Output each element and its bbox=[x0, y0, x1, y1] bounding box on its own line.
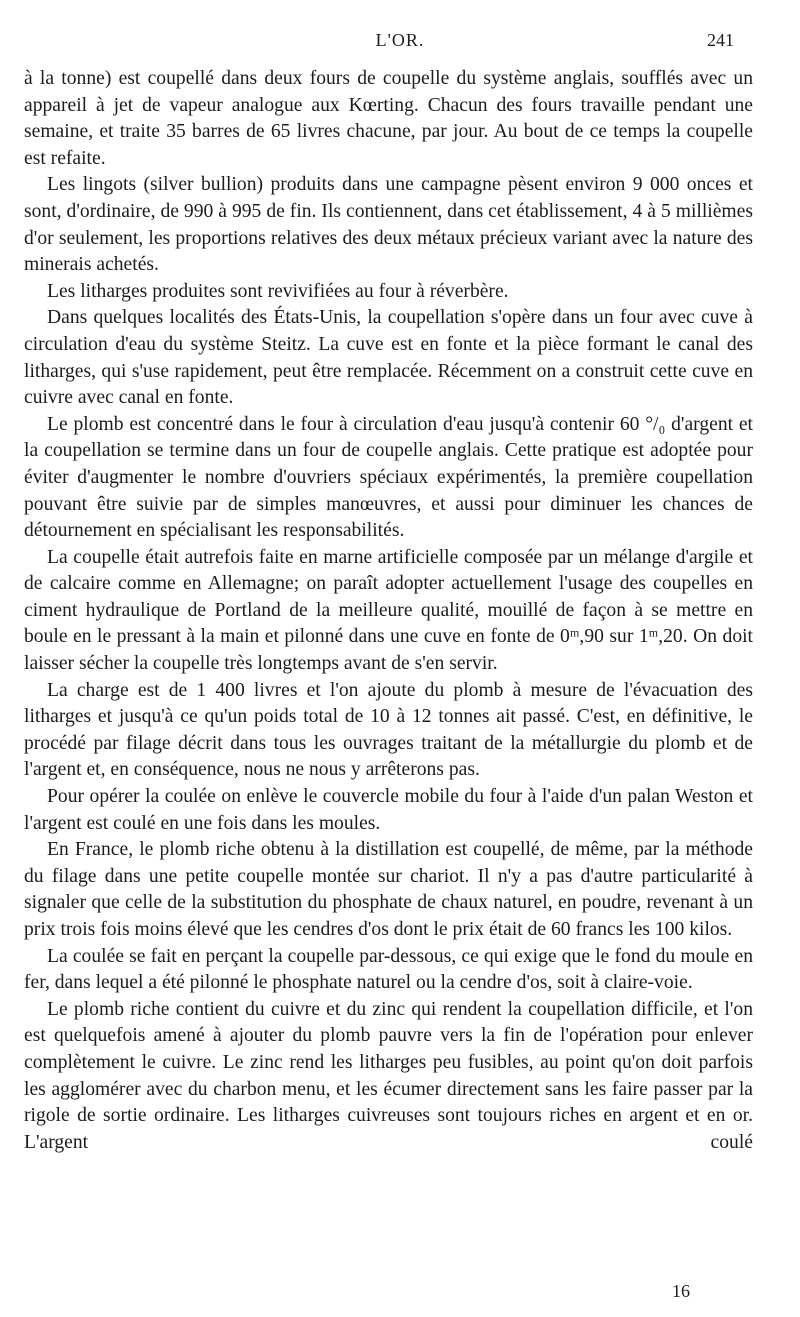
page-number: 241 bbox=[707, 30, 734, 50]
paragraph-etats-unis: Dans quelques localités des États-Unis, la coupellation s'opère dans un four avec cuve à circulation d'eau du système Steitz. La cuve est en fonte et la pièce formant le canal des litharges, qui s'use rapidement, peut être remplacée. Récemment on a construit cette cuve en cuivre avec canal en fonte. bbox=[24, 307, 753, 409]
paragraph-litharges: Les litharges produites sont revivifiées au four à réverbère. bbox=[47, 280, 509, 302]
paragraph-coulee-percant: La coulée se fait en perçant la coupelle par-dessous, ce qui exige que le fond du moule en fer, dans lequel a été pilonné le phosphate naturel ou la cendre d'os, soit à claire-voie. bbox=[24, 945, 753, 994]
paragraph-plomb-riche: Le plomb riche contient du cuivre et du zinc qui rendent la coupellation difficile, et l'on est quelquefois amené à ajouter du plomb pauvre vers la fin de l'opération pour enlever complètement le cuivre. Le zinc rend les litharges peu fusibles, au point qu'on doit parfois les agglomérer avec du charbon menu, et les écumer directement sans les faire passer par la rigole de sortie ordinaire. Les litharges cuivreuses sont toujours riches en argent et en or. L'argent coulé bbox=[24, 998, 753, 1153]
running-header bbox=[0, 30, 800, 56]
running-title: L'OR. bbox=[375, 30, 425, 50]
paragraph-continued: à la tonne) est coupellé dans deux fours de coupelle du système anglais, soufflés avec un appareil à jet de vapeur analogue aux Kœrting. Chacun des fours travaille pendant une semaine, et traite 35 barres de 65 livres chacune, par jour. Au bout de ce temps la coupelle est refaite. bbox=[24, 68, 753, 169]
paragraph-france: En France, le plomb riche obtenu à la distillation est coupellé, de même, par la méthode du filage dans une petite coupelle montée sur chariot. Il n'y a pas d'autre particularité à signaler que celle de la substitution du phosphate de chaux naturel, en poudre, revenant à un prix trois fois moins élevé que les cendres d'os dont le prix était de 60 francs les 100 kilos. bbox=[24, 839, 753, 940]
paragraph-charge: La charge est de 1 400 livres et l'on ajoute du plomb à mesure de l'évacuation des litharges et jusqu'à ce qu'un poids total de 10 à 12 tonnes ait passé. C'est, en définitive, le procédé par filage décrit dans tous les ouvrages traitant de la métallurgie du plomb et de l'argent et, en conséquence, nous ne nous y arrêterons pas. bbox=[24, 679, 753, 781]
paragraph-coulee-palan: Pour opérer la coulée on enlève le couvercle mobile du four à l'aide d'un palan Weston et l'argent est coulé en une fois dans les moules. bbox=[24, 786, 753, 834]
paragraph-plomb-concentre: Le plomb est concentré dans le four à circulation d'eau jusqu'à contenir 60 °/₀ d'argent et la coupellation se termine dans un four de coupelle anglais. Cette pratique est adoptée pour éviter d'augmenter le nombre d'ouvriers spéciaux expérimentés, la première coupellation pouvant être suivie par de simples manœuvres, et aussi pour diminuer les chances de détournement en spécialisant les responsabilités. bbox=[24, 413, 753, 542]
body-text bbox=[24, 66, 753, 1156]
signature-mark: 16 bbox=[672, 1281, 690, 1301]
paragraph-coupelle-marne: La coupelle était autrefois faite en marne artificielle composée par un mélange d'argile et de calcaire comme en Allemagne; on paraît adopter actuellement l'usage des coupelles en ciment hydraulique de Portland de la meilleure qualité, mouillé de façon à se mettre en boule en le pressant à la main et pilonné dans une cuve en fonte de 0ᵐ,90 sur 1ᵐ,20. On doit laisser sécher la coupelle très longtemps avant de s'en servir. bbox=[24, 546, 753, 675]
paragraph-silver-bullion: Les lingots (silver bullion) produits dans une campagne pèsent environ 9 000 onces et sont, d'ordinaire, de 990 à 995 de fin. Ils contiennent, dans cet établissement, 4 à 5 millièmes d'or seulement, les proportions relatives des deux métaux précieux variant avec la nature des minerais achetés. bbox=[24, 174, 753, 276]
